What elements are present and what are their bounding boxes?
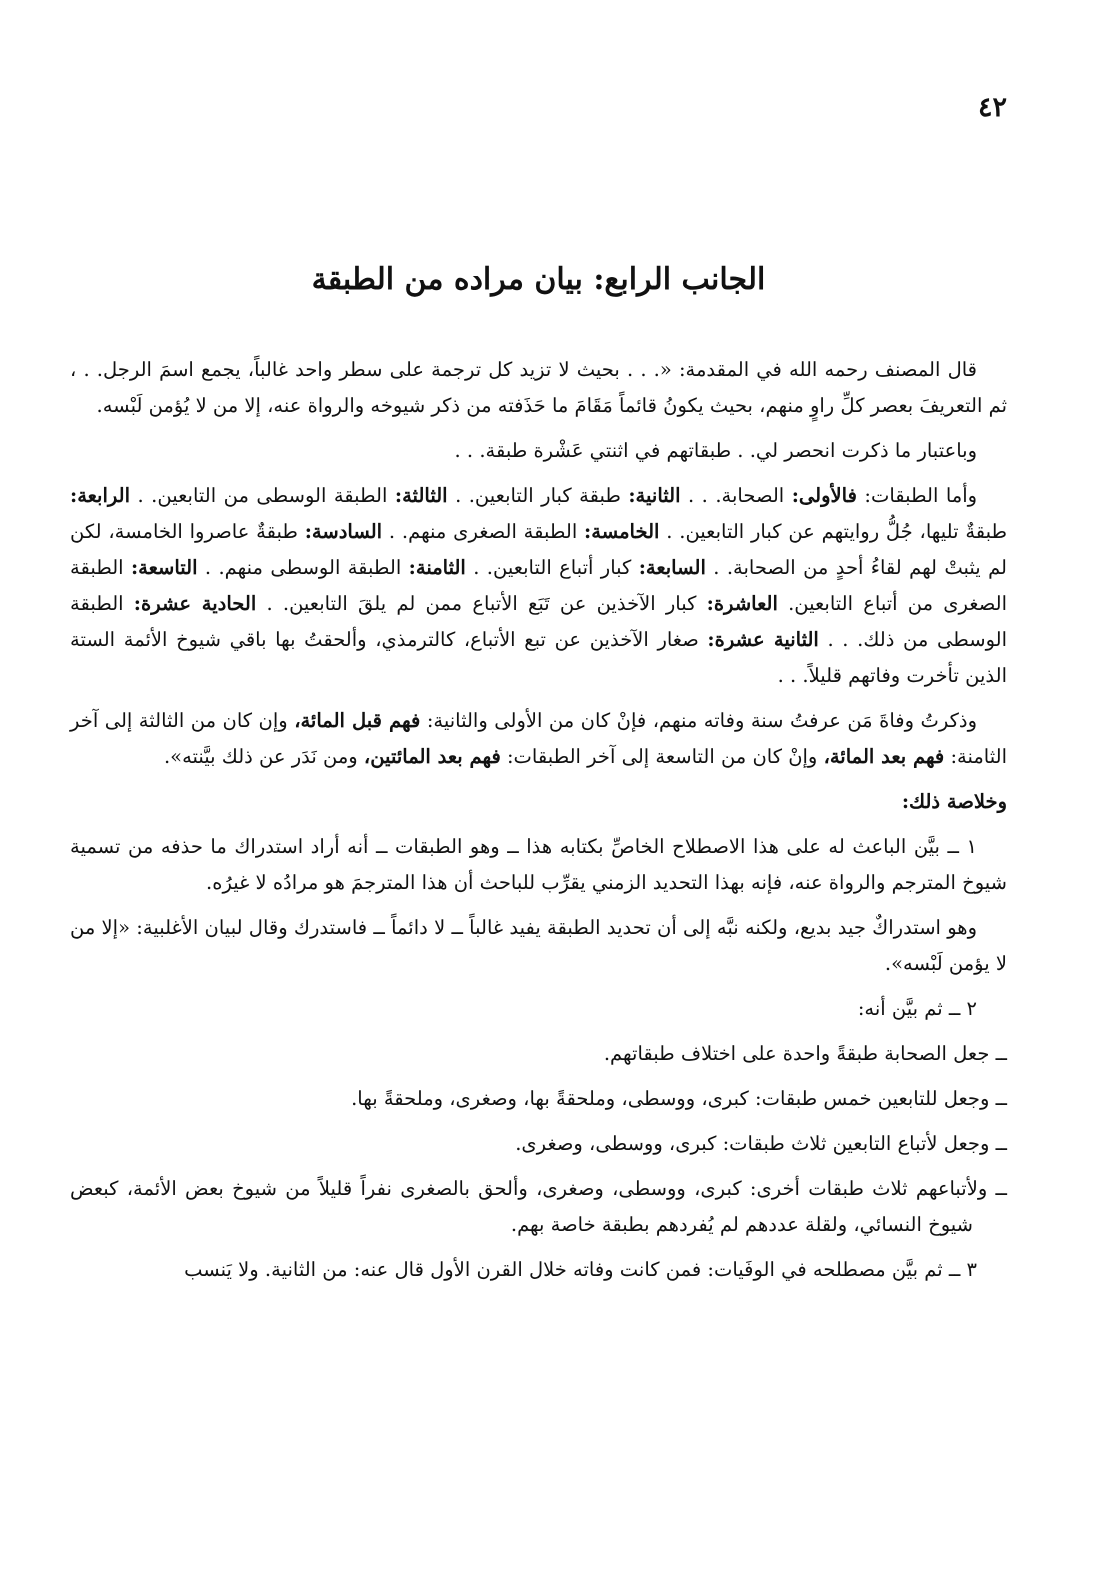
tabaqa-7-text: كبار أتباع التابعين. . bbox=[473, 556, 632, 579]
tabaqa-11-text: الطبقة الوسطى من ذلك. . . bbox=[70, 592, 1007, 651]
wafat-text-1: وذكرتُ وفاةَ مَن عرفتُ سنة وفاته منهم، فإنْ كان من الأولى والثانية: bbox=[426, 709, 977, 732]
tabaqa-5-text: الطبقة الصغرى منهم. . bbox=[388, 520, 578, 543]
tabaqa-2-label: الثانية: bbox=[628, 484, 681, 507]
tabaqa-4-text: طبقةٌ تليها، جُلُّ روايتهم عن كبار التابعين. . bbox=[666, 520, 1008, 543]
body-text bbox=[70, 352, 1007, 1297]
point-3: ٣ ــ ثم بيَّن مصطلحه في الوفَيات: فمن كانت وفاته خلال القرن الأول قال عنه: من الثانية. ولا يَنسب bbox=[184, 1258, 977, 1281]
tabaqa-4-label: الرابعة: bbox=[70, 484, 131, 507]
tabaqa-1-label: فالأولى: bbox=[791, 484, 857, 507]
dash-item-atba: ــ وجعل لأتباع التابعين ثلاث طبقات: كبرى، ووسطى، وصغرى. bbox=[515, 1132, 1007, 1155]
tabaqa-5-label: الخامسة: bbox=[584, 520, 660, 543]
dash-item-sahaba: ــ جعل الصحابة طبقةً واحدة على اختلاف طبقاتهم. bbox=[603, 1042, 1007, 1065]
tabaqa-6-text: طبقةٌ عاصروا الخامسة، لكن لم يثبتْ لهم لقاءُ أحدٍ من الصحابة. . bbox=[70, 520, 1007, 579]
wafat-bold-2: فهم بعد المائة، bbox=[823, 745, 945, 768]
tabaqat-paragraph bbox=[70, 478, 1007, 694]
wafat-text-3: وإنْ كان من التاسعة إلى آخر الطبقات: bbox=[506, 745, 818, 768]
tabaqat-intro: وأما الطبقات: bbox=[864, 484, 978, 507]
tabaqa-7-label: السابعة: bbox=[638, 556, 706, 579]
tabaqa-6-label: السادسة: bbox=[304, 520, 383, 543]
tabaqa-8-label: الثامنة: bbox=[408, 556, 466, 579]
tabaqa-12-label: الثانية عشرة: bbox=[707, 628, 819, 651]
tabaqa-9-text: الطبقة الصغرى من أتباع التابعين. bbox=[70, 556, 1007, 615]
quote-paragraph-2: وباعتبار ما ذكرت انحصر لي. . طبقاتهم في اثنتي عَشْرة طبقة. . . bbox=[454, 439, 977, 462]
dash-item-tabiin: ــ وجعل للتابعين خمس طبقات: كبرى، ووسطى، وملحقةً بها، وصغرى، وملحقةً بها. bbox=[351, 1087, 1007, 1110]
tabaqa-11-label: الحادية عشرة: bbox=[133, 592, 257, 615]
wafat-bold-1: فهم قبل المائة، bbox=[294, 709, 421, 732]
summary-heading: وخلاصة ذلك: bbox=[901, 790, 1007, 813]
dash-item-atbaahum: ــ ولأتباعهم ثلاث طبقات أخرى: كبرى، ووسطى، وصغرى، وألحق بالصغرى نفراً قليلاً من شيوخ بعض الأئمة، كبعض شيوخ النسائي، ولقلة عددهم لم يُفردهم بطبقة خاصة بهم. bbox=[70, 1177, 1007, 1236]
wafat-bold-3: فهم بعد المائتين، bbox=[363, 745, 501, 768]
tabaqa-10-text: كبار الآخذين عن تَبَع الأتباع ممن لم يلقَ التابعين. . bbox=[266, 592, 697, 615]
tabaqa-1-text: الصحابة. . . bbox=[688, 484, 785, 507]
wafat-paragraph bbox=[70, 703, 1007, 775]
tabaqa-9-label: التاسعة: bbox=[130, 556, 198, 579]
quote-paragraph-1: قال المصنف رحمه الله في المقدمة: «. . . بحيث لا تزيد كل ترجمة على سطر واحد غالباً، يجمع اسمَ الرجل. . ، ثم التعريفَ بعصر كلِّ راوٍ منهم، بحيث يكونُ قائماً مَقَامَ ما حَذَفته من ذكر شيوخه والرواة عنه، إلا من لا يُؤمن لَبْسه. bbox=[70, 358, 1007, 417]
point-1-note: وهو استدراكٌ جيد بديع، ولكنه نبَّه إلى أن تحديد الطبقة يفيد غالباً ــ لا دائماً ــ فاستدرك وقال لبيان الأغلبية: «إلا من لا يؤمن لَبْسه». bbox=[70, 916, 1007, 975]
tabaqa-10-label: العاشرة: bbox=[706, 592, 778, 615]
point-2: ٢ ــ ثم بيَّن أنه: bbox=[857, 997, 977, 1020]
tabaqa-8-text: الطبقة الوسطى منهم. . bbox=[204, 556, 402, 579]
chapter-title: الجانب الرابع: بيان مراده من الطبقة bbox=[311, 262, 766, 297]
tabaqa-12-text: صغار الآخذين عن تبع الأتباع، كالترمذي، وألحقتُ بها باقي شيوخ الأئمة الستة الذين تأخرت وفاتهم قليلاً. . . bbox=[70, 628, 1007, 687]
page-number: ٤٢ bbox=[977, 92, 1007, 123]
point-1: ١ ــ بيَّن الباعث له على هذا الاصطلاح الخاصِّ بكتابه هذا ــ وهو الطبقات ــ أنه أراد استدراك ما حذفه من تسمية شيوخ المترجم والرواة عنه، فإنه بهذا التحديد الزمني يقرِّب للباحث أن هذا المترجمَ هو مرادُه لا غيرُه. bbox=[70, 835, 1007, 894]
tabaqa-3-label: الثالثة: bbox=[394, 484, 448, 507]
book-page bbox=[70, 0, 1007, 1588]
tabaqa-2-text: طبقة كبار التابعين. . bbox=[455, 484, 621, 507]
wafat-text-4: ومن نَدَر عن ذلك بيَّنته». bbox=[163, 745, 358, 768]
wafat-text-2: وإن كان من الثالثة إلى آخر الثامنة: bbox=[70, 709, 1007, 768]
tabaqa-3-text: الطبقة الوسطى من التابعين. . bbox=[137, 484, 388, 507]
